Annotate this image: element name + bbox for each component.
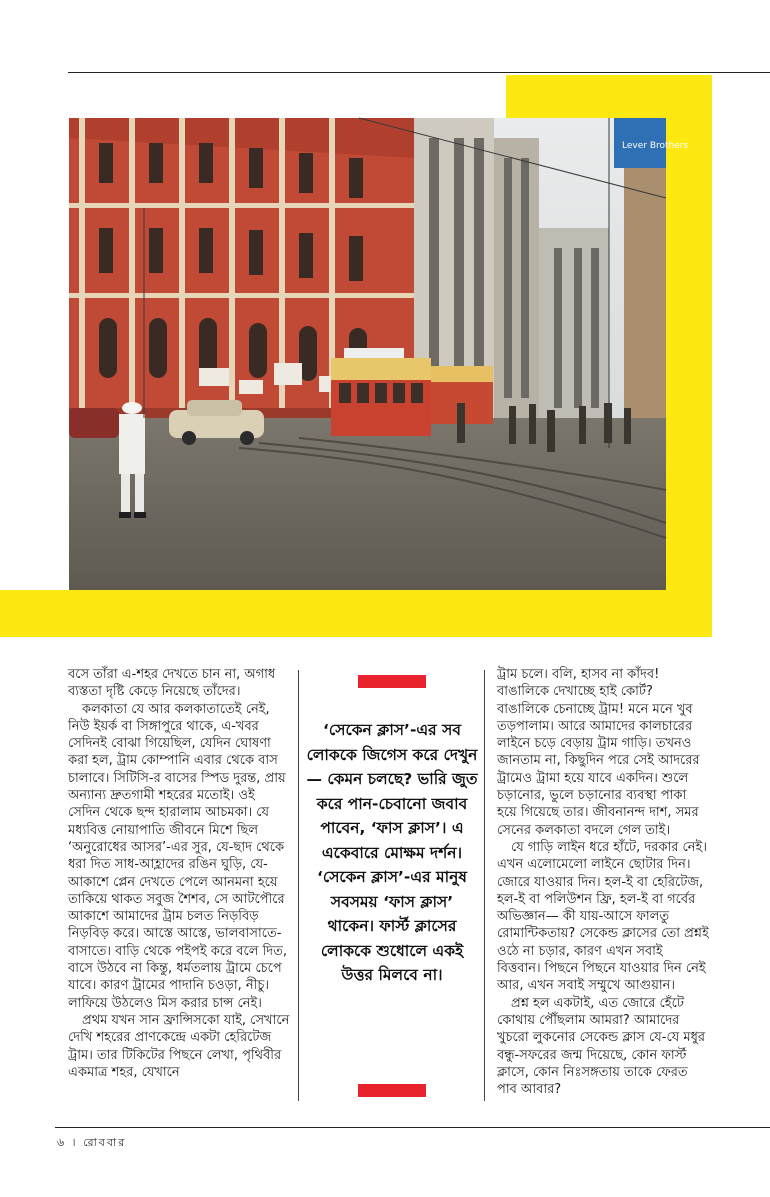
text-column-right <box>497 666 709 1098</box>
red-accent-bar-bottom <box>358 1084 426 1097</box>
pull-quote: ‘সেকেন ক্লাস’-এর সব লোককে জিগেস করে দেখুন— কেমন চলছে? ভারি জুত করে পান-চেবানো জবাব পাবেন, ‘ফাস ক্লাস’। এ একেবারে মোক্ষম দর্শন। ‘সেকেন ক্লাস’-এর মানুষ সবসময় ‘ফাস ক্লাস’ থাকেন। ফার্স্ট ক্লাসের লোককে শুধোলে একই উত্তর মিলবে না। <box>306 721 478 984</box>
footer-separator: । <box>71 1136 78 1149</box>
paragraph: কলকাতা যে আর কলকাতাতেই নেই, নিউ ইয়র্ক বা সিঙ্গাপুরে থাকে, এ-খবর সেদিনই বোঝা গিয়েছিল, যেদিন ঘোষণা করা হল, ট্রাম কোম্পানি এবার থেকে বাস চালাবে। সিটিসি-র বাসের স্পিড দুরন্ত, প্রায় অন্যান্য দ্রুতগামী শহরের মতোই। ওই সেদিন থেকে ছন্দ হারালাম আচমকা। যে মধ্যবিত্ত নোয়াপাতি জীবনে মিশে ছিল ‘অনুরোধের আসর’-এর সুর, যে-ছাদ থেকে ধরা দিত সাধ-আহ্লাদের রঙিন ঘুড়ি, যে-আকাশে প্লেন দেখতে পেলে আনমনা হয়ে তাকিয়ে থাকত সবুজ শৈশব, সে আটপৌরে আকাশে আমাদের ট্রাম চলত নিড়বিড় নিড়বিড় করে। আস্তে আস্তে, ভালবাসাতে-বাসাতে। বাড়ি থেকে পইপই করে বলে দিত, বাসে উঠবে না কিন্তু, ধর্মতলায় ট্রামে চেপে যাবে। কারণ ট্রামের পাদানি চওড়া, নীচু। লাফিয়ে উঠলেও মিস করার চান্স নেই। <box>68 701 288 1011</box>
street-tram-photo <box>69 118 689 590</box>
billboard-text: Lever Brothers <box>622 141 689 151</box>
column-divider <box>298 670 299 1101</box>
paragraph: যে গাড়ি লাইন ধরে হাঁটে, দরকার নেই। এখন এলোমেলো লাইনে ছোটার দিন। জোরে যাওয়ার দিন। হল-ই বা হেরিটেজ, হল-ই বা পলিউশন ফ্রি, হল-ই বা গর্বের অভিজ্ঞান— কী যায়-আসে ফালতু রোমান্টিকতায়? সেকেন্ড ক্লাসের তো প্রশ্নই ওঠে না চড়ার, কারণ এখন সবাই বিত্তবান। পিছনে পিছনে যাওয়ার দিন নেই আর, এখন সবাই সম্মুখে আগুয়ান। <box>497 839 709 994</box>
road <box>69 418 666 590</box>
red-accent-bar-top <box>358 675 426 688</box>
paragraph: বসে তাঁরা এ-শহর দেখতে চান না, অগাধ ব্যস্ততা দৃষ্টি কেড়ে নিয়েছে তাঁদের। <box>68 667 276 700</box>
bottom-rule <box>55 1127 770 1128</box>
yellow-frame-bottom <box>0 590 712 637</box>
top-rule <box>68 72 770 73</box>
paragraph: প্রথম যখন সান ফ্রান্সিসকো যাই, সেখানে দেখি শহরের প্রাণকেন্দ্রে একটা হেরিটেজ ট্রাম। তার টিকিটের পিছনে লেখা, পৃথিবীর একমাত্র শহর, যেখানে <box>68 1012 290 1080</box>
page-number: ৬ <box>57 1136 67 1149</box>
paragraph: প্রশ্ন হল একটাই, এত জোরে হেঁটে কোথায় পৌঁছলাম আমরা? আমাদের খুচরো লুকনোর সেকেন্ড ক্লাস যে-যে মধুর বন্ধু-সফরের জন্ম দিয়েছে, কোন ফার্স্ট ক্লাসে, কোন নিঃসঙ্গতায় তাকে ফেরত পাব আবার? <box>497 995 706 1098</box>
magazine-name: রোববার <box>83 1136 127 1149</box>
yellow-frame-right <box>666 75 712 637</box>
page-footer <box>57 1134 126 1153</box>
text-column-left <box>68 666 290 1081</box>
column-divider <box>484 670 485 1101</box>
paragraph: ট্রাম চলে। বলি, হাসব না কাঁদব! বাঙালিকে দেখাচ্ছে হাই কোর্ট? বাঙালিকে চেনাচ্ছে ট্রাম! মনে মনে খুব তড়পালাম। আরে আমাদের কালচারের লাইনে চড়ে বেড়ায় ট্রাম গাড়ি। তখনও জানতাম না, কিছুদিন পরে সেই আদরের ট্রামেও ট্রামা হয়ে যাবে একদিন। শুলে চড়ানোর, ভুলে চড়ানোর ব্যবস্থা পাকা হয়ে গিয়েছে তার। জীবনানন্দ দাশ, সমর সেনের কলকাতা বদলে গেল তাই। <box>497 667 700 838</box>
